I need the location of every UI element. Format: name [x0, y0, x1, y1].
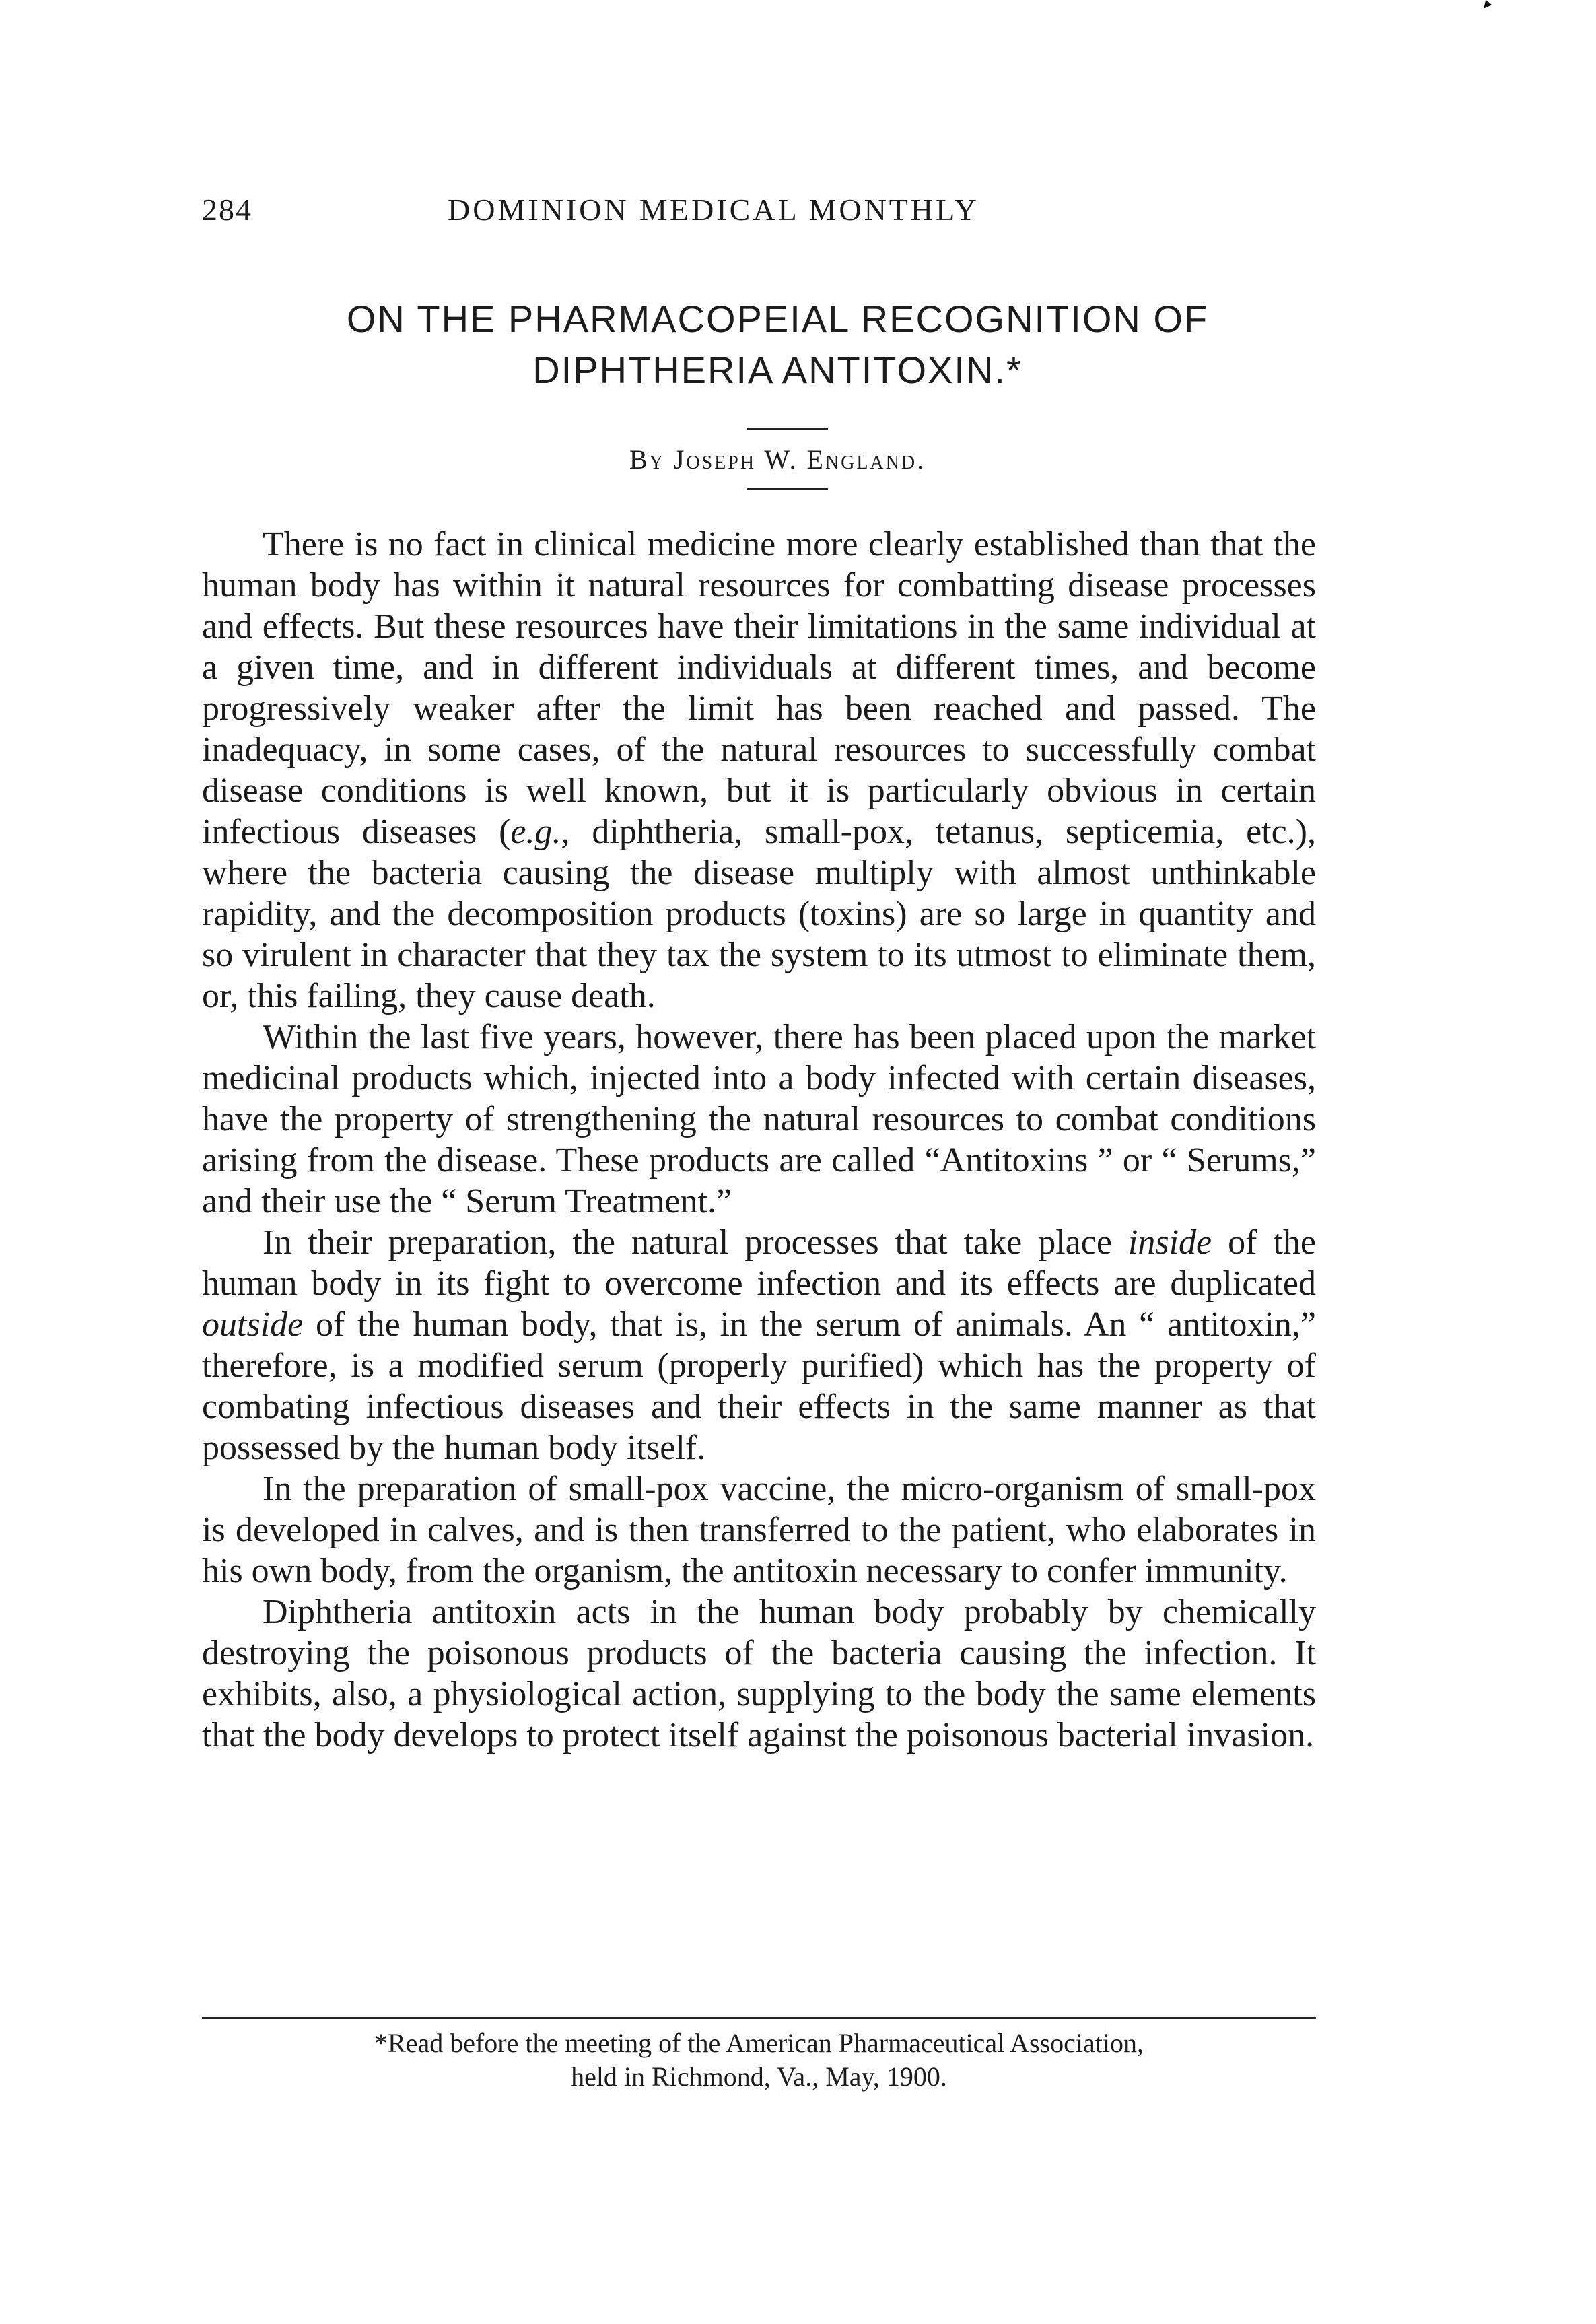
footnote — [202, 2026, 1316, 2094]
paragraph-3-middle: of the human body in its fight to overcome infection and its effects are duplicated — [202, 1223, 1317, 1303]
title-divider-rule — [747, 428, 828, 430]
article-title — [202, 294, 1353, 396]
footnote-rule — [202, 2017, 1316, 2019]
article-title-line-1: ON THE PHARMACOPEIAL RECOGNITION OF — [346, 298, 1209, 340]
corner-mark — [1481, 0, 1492, 11]
paragraph-1-rest: diphtheria, small-pox, tetanus, septicemia, etc.), where the bacteria causing the disease multiply with almost unthinkable rapidity, and the decomposition products (toxins) are so large in quantity and so virulent in character that they tax the system to its utmost to eliminate them, or, this failing, they cause death. — [202, 813, 1316, 1015]
paragraph-5: Diphtheria antitoxin acts in the human body probably by chemically destroying the poisonous products of the bacteria causing the infection. It exhibits, also, a physiological action, supplying to the body the same elements that the body develops to protect itself against the poisonous bacterial invasion. — [202, 1593, 1316, 1754]
page-number: 284 — [202, 193, 252, 227]
journal-title: DOMINION MEDICAL MONTHLY — [448, 193, 979, 227]
running-head — [202, 190, 1353, 230]
paragraph-3-start: In their preparation, the natural processes that take place — [263, 1223, 1128, 1262]
paragraph-3-italic-inside: inside — [1127, 1223, 1212, 1262]
article-body — [202, 524, 1316, 1756]
byline-divider-rule — [747, 488, 828, 490]
article-title-line-2: DIPHTHERIA ANTITOXIN.* — [532, 349, 1022, 391]
byline: By Joseph W. England. — [629, 444, 926, 475]
footnote-line-1: *Read before the meeting of the American Pharmaceutical Association, — [374, 2028, 1144, 2058]
paragraph-1 — [202, 524, 1316, 1017]
paragraph-4: In the preparation of small-pox vaccine, the micro-organism of small-pox is developed in calves, and is then transferred to the patient, who elaborates in his own body, from the organism, the antitoxin necessary to confer immunity. — [202, 1470, 1316, 1590]
paragraph-3-italic-outside: outside — [202, 1305, 304, 1344]
paragraph-3 — [202, 1222, 1316, 1468]
paragraph-2: Within the last five years, however, there has been placed upon the market medicinal products which, injected into a body infected with certain diseases, have the property of strengthening the natural resources to combat conditions arising from the disease. These products are called “Antitoxins ” or “ Serums,” and their use the “ Serum Treatment.” — [202, 1018, 1316, 1221]
paragraph-1-text: There is no fact in clinical medicine more clearly established than that the human body has within it natural resources for combatting disease processes and effects. But these resources have their limitations in the same individual at a given time, and in different individuals at different times, and become progressively weaker after the limit has been reached and passed. The inadequacy, in some cases, of the natural resources to successfully combat disease conditions is well known, but it is particularly obvious in certain infectious diseases ( — [202, 525, 1316, 851]
paragraph-1-italic-eg: e.g., — [510, 813, 570, 851]
paragraph-3-end: of the human body, that is, in the serum of animals. An “ antitoxin,” therefore, is a modified serum (properly purified) which has the property of combating infectious diseases and their effects in the same manner as that possessed by the human body itself. — [202, 1305, 1316, 1467]
footnote-line-2: held in Richmond, Va., May, 1900. — [571, 2061, 947, 2092]
